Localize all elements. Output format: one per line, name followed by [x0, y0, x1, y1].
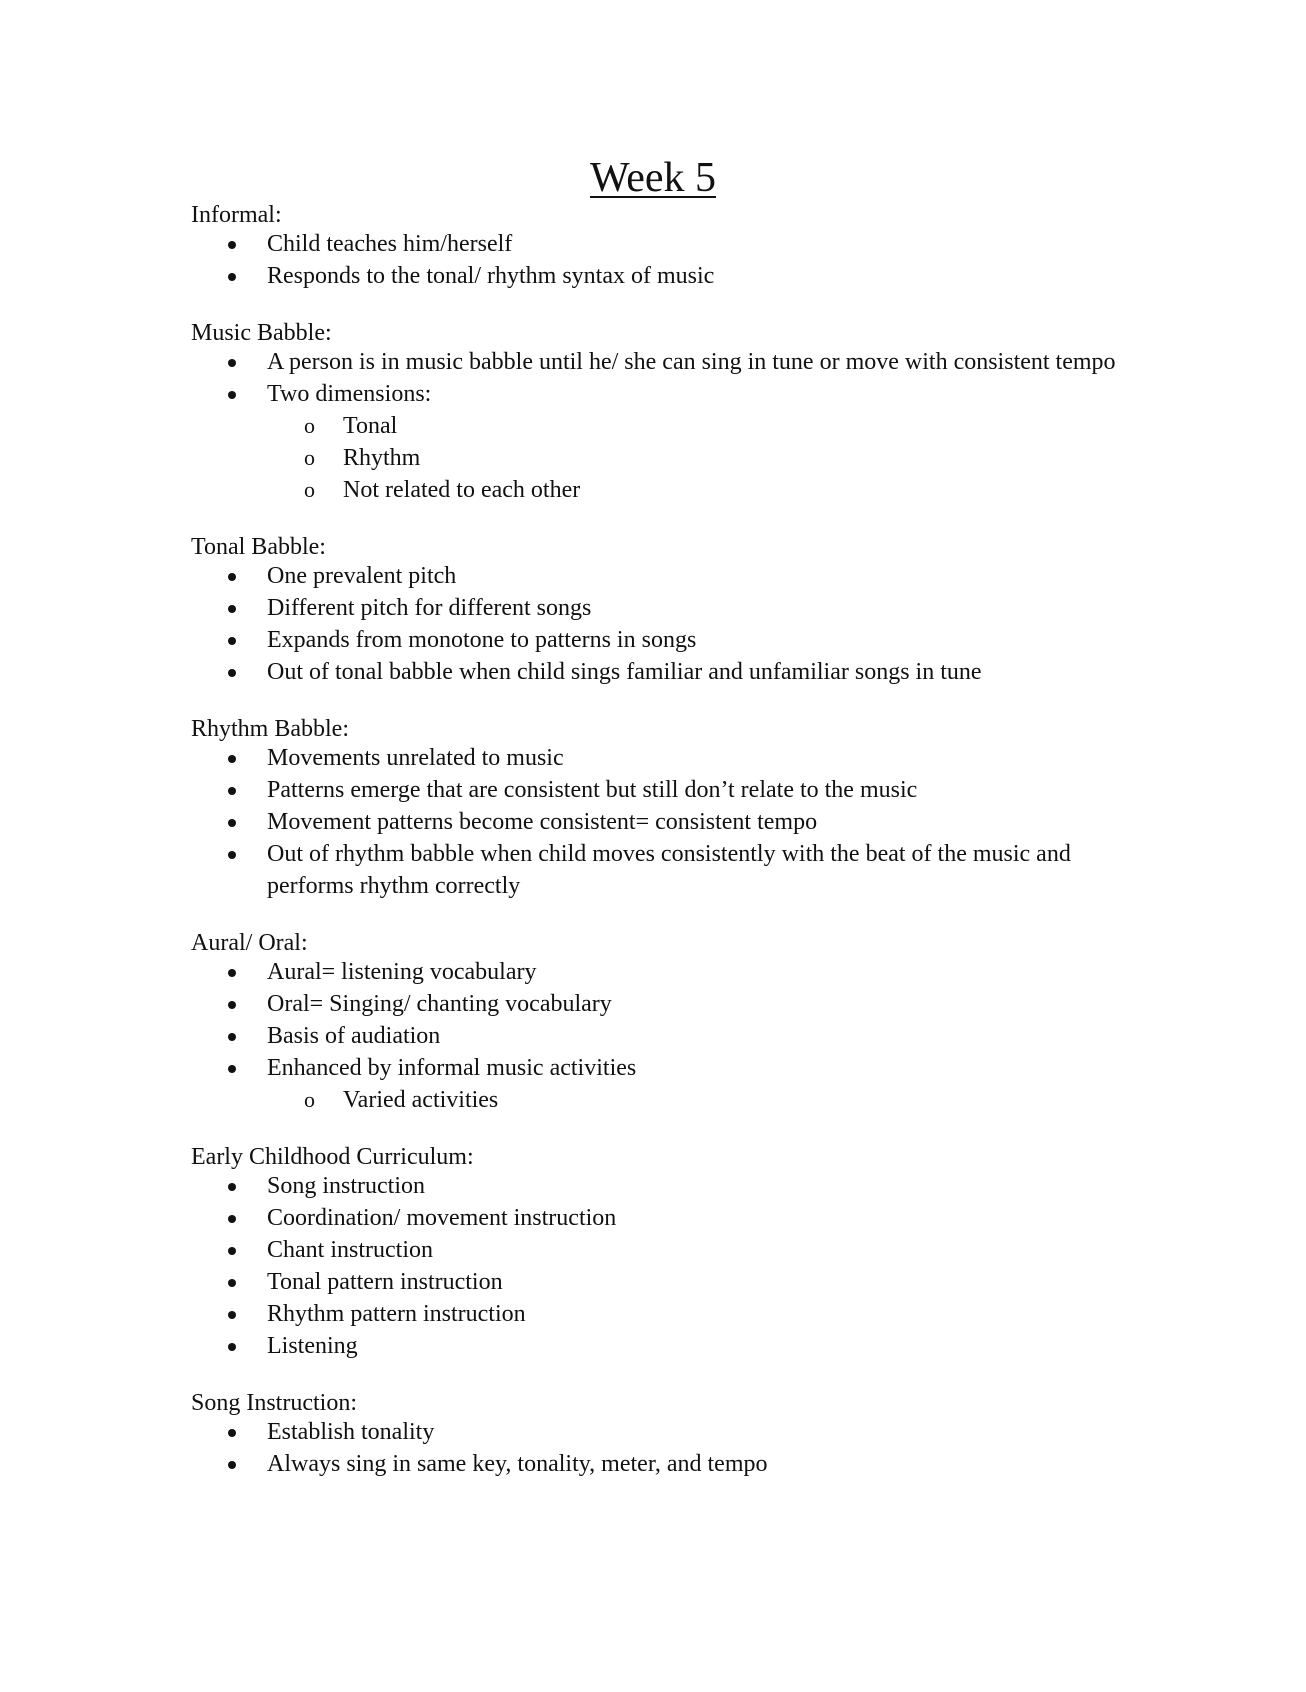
bullet-dot-icon — [228, 573, 236, 581]
section-heading: Informal: — [191, 202, 282, 228]
sub-bullet-text: Rhythm — [343, 445, 421, 471]
bullet-text: Song instruction — [267, 1173, 426, 1199]
bullet-dot-icon — [228, 1183, 236, 1191]
bullet-list — [191, 1170, 1121, 1362]
section — [191, 199, 1121, 292]
bullet-dot-icon — [228, 669, 236, 677]
bullet-dot-icon — [228, 273, 236, 281]
bullet-text: Rhythm pattern instruction — [267, 1301, 526, 1327]
bullet-item — [191, 806, 1121, 838]
section — [191, 1141, 1121, 1362]
bullet-dot-icon — [228, 1247, 236, 1255]
bullet-dot-icon — [228, 391, 236, 399]
section — [191, 317, 1121, 506]
bullet-text: Child teaches him/herself — [267, 231, 513, 257]
section-heading: Rhythm Babble: — [191, 716, 349, 742]
bullet-item — [191, 1330, 1121, 1362]
bullet-item — [191, 1298, 1121, 1330]
section — [191, 531, 1121, 688]
page-title: Week 5 — [589, 155, 717, 201]
bullet-item — [191, 656, 1121, 688]
bullet-text: Out of tonal babble when child sings familiar and unfamiliar songs in tune — [267, 659, 982, 685]
bullet-text: Expands from monotone to patterns in songs — [267, 627, 697, 653]
section-heading: Song Instruction: — [191, 1390, 357, 1416]
sub-bullet-text: Varied activities — [343, 1087, 499, 1113]
bullet-list — [191, 1416, 1121, 1480]
bullet-item — [191, 624, 1121, 656]
bullet-dot-icon — [228, 787, 236, 795]
sub-bullet-marker-icon: o — [304, 413, 315, 438]
bullet-item — [191, 1234, 1121, 1266]
bullet-list — [191, 228, 1121, 292]
bullet-dot-icon — [228, 1279, 236, 1287]
bullet-dot-icon — [228, 1311, 236, 1319]
bullet-text: Listening — [267, 1333, 358, 1359]
bullet-text: Chant instruction — [267, 1237, 433, 1263]
bullet-dot-icon — [228, 605, 236, 613]
bullet-text: Tonal pattern instruction — [267, 1269, 503, 1295]
section — [191, 1387, 1121, 1480]
sub-bullet-marker-icon: o — [304, 1087, 315, 1112]
sub-bullet-text: Tonal — [343, 413, 398, 439]
sub-bullet-list — [267, 1084, 1121, 1116]
bullet-text: Coordination/ movement instruction — [267, 1205, 617, 1231]
bullet-text: Two dimensions: — [267, 381, 432, 407]
bullet-list — [191, 742, 1121, 902]
bullet-item — [191, 1170, 1121, 1202]
section-heading: Early Childhood Curriculum: — [191, 1144, 474, 1170]
bullet-item — [191, 378, 1121, 506]
notes-body — [191, 199, 1121, 1505]
section-heading: Music Babble: — [191, 320, 332, 346]
sub-bullet-item — [267, 410, 1121, 442]
bullet-text: Always sing in same key, tonality, meter, and tempo — [267, 1451, 768, 1477]
bullet-item — [191, 988, 1121, 1020]
section-heading: Tonal Babble: — [191, 534, 326, 560]
bullet-dot-icon — [228, 1343, 236, 1351]
bullet-text: A person is in music babble until he/ she can sing in tune or move with consistent tempo — [267, 349, 1116, 375]
bullet-dot-icon — [228, 359, 236, 367]
bullet-dot-icon — [228, 1461, 236, 1469]
bullet-item — [191, 592, 1121, 624]
bullet-dot-icon — [228, 637, 236, 645]
bullet-list — [191, 346, 1121, 506]
sub-bullet-item — [267, 474, 1121, 506]
sub-bullet-item — [267, 1084, 1121, 1116]
sub-bullet-marker-icon: o — [304, 477, 315, 502]
sub-bullet-text: Not related to each other — [343, 477, 581, 503]
bullet-text: Different pitch for different songs — [267, 595, 592, 621]
bullet-item — [191, 742, 1121, 774]
section — [191, 713, 1121, 902]
bullet-item — [191, 1448, 1121, 1480]
bullet-item — [191, 228, 1121, 260]
bullet-text: Basis of audiation — [267, 1023, 441, 1049]
bullet-text: Patterns emerge that are consistent but still don’t relate to the music — [267, 777, 918, 803]
bullet-item — [191, 1202, 1121, 1234]
bullet-item — [191, 1020, 1121, 1052]
bullet-dot-icon — [228, 241, 236, 249]
bullet-item — [191, 956, 1121, 988]
section-heading: Aural/ Oral: — [191, 930, 308, 956]
bullet-dot-icon — [228, 1001, 236, 1009]
bullet-text: Out of rhythm babble when child moves consistently with the beat of the music and performs rhythm correctly — [267, 841, 1071, 899]
bullet-text: One prevalent pitch — [267, 563, 457, 589]
bullet-item — [191, 774, 1121, 806]
bullet-text: Oral= Singing/ chanting vocabulary — [267, 991, 612, 1017]
bullet-dot-icon — [228, 755, 236, 763]
bullet-item — [191, 1416, 1121, 1448]
bullet-item — [191, 1052, 1121, 1116]
bullet-item — [191, 560, 1121, 592]
bullet-text: Aural= listening vocabulary — [267, 959, 537, 985]
bullet-item — [191, 346, 1121, 378]
bullet-dot-icon — [228, 851, 236, 859]
bullet-dot-icon — [228, 1033, 236, 1041]
bullet-text: Enhanced by informal music activities — [267, 1055, 637, 1081]
bullet-dot-icon — [228, 1065, 236, 1073]
bullet-dot-icon — [228, 969, 236, 977]
bullet-dot-icon — [228, 819, 236, 827]
bullet-item — [191, 1266, 1121, 1298]
section — [191, 927, 1121, 1116]
bullet-text: Responds to the tonal/ rhythm syntax of music — [267, 263, 715, 289]
bullet-list — [191, 956, 1121, 1116]
bullet-dot-icon — [228, 1215, 236, 1223]
sub-bullet-list — [267, 410, 1121, 506]
sub-bullet-item — [267, 442, 1121, 474]
bullet-text: Movement patterns become consistent= consistent tempo — [267, 809, 818, 835]
bullet-text: Movements unrelated to music — [267, 745, 564, 771]
bullet-list — [191, 560, 1121, 688]
bullet-text: Establish tonality — [267, 1419, 435, 1445]
bullet-item — [191, 260, 1121, 292]
sub-bullet-marker-icon: o — [304, 445, 315, 470]
bullet-item — [191, 838, 1121, 902]
bullet-dot-icon — [228, 1429, 236, 1437]
